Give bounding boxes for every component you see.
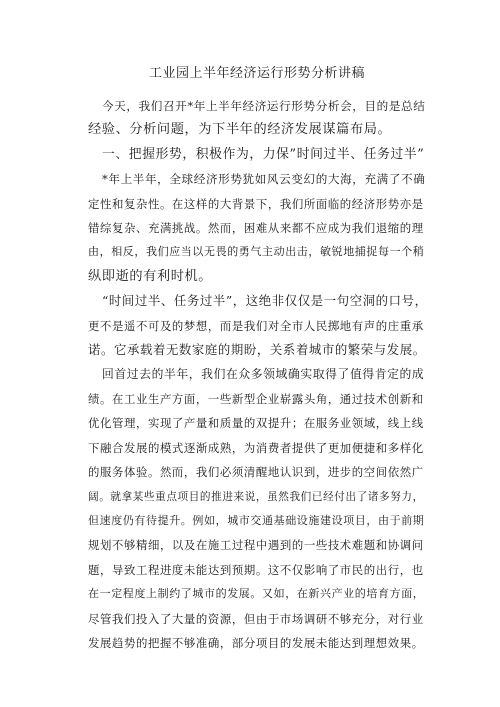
text-line: 下融合发展的模式逐渐成熟，为消费者提供了更加便捷和多样化 (88, 440, 424, 455)
text-line: 尽管我们投入了大量的资源，但由于市场调研不够充分，对行业 (88, 611, 424, 626)
text-line: 规划不够精细，以及在施工过程中遇到的一些技术难题和协调问 (88, 538, 424, 553)
document-title: 工业园上半年经济运行形势分析讲稿 (148, 66, 365, 81)
text-line: 阔。就拿某些重点项目的推进来说，虽然我们已经付出了诸多努力， (88, 490, 424, 503)
paragraph-intro (88, 94, 426, 143)
text-line: 但速度仍有待提升。例如，城市交通基础设施建设项目，由于前期 (88, 513, 425, 527)
text-line: 定性和复杂性。在这样的大背景下，我们所面临的经济形势亦是 (88, 196, 424, 211)
text-line: 在一定程度上制约了城市的发展。又如，在新兴产业的培育方面， (88, 587, 425, 601)
text-line: 绩。在工业生产方面，一些新型企业崭露头角，通过技术创新和 (88, 391, 424, 406)
text-line: 诺。它承载着无数家庭的期盼，关系着城市的繁荣与发展。 (88, 342, 426, 358)
text-line: 经验、分析问题，为下半年的经济发展谋篇布局。 (88, 122, 392, 138)
text-line: 发展趋势的把握不够准确，部分项目的发展未能达到理想效果。 (88, 635, 424, 650)
text-line: *年上半年，全球经济形势犹如风云变幻的大海，充满了不确 (102, 172, 426, 187)
text-line: 优化管理，实现了产量和质量的双提升；在服务业领域，线上线 (88, 416, 424, 431)
text-line: “时间过半、任务过半”，这绝非仅仅是一句空洞的口号， (102, 293, 428, 309)
text-line: 题，导致工程进度未能达到预期。这不仅影响了市民的出行，也 (88, 562, 424, 577)
text-line: 一、把握形势，积极作为，力保”时间过半、任务过半” (102, 146, 425, 162)
text-line: 今天，我们召开*年上半年经济运行形势分析会，目的是总结 (102, 99, 426, 113)
text-line: 的服务体验。然而，我们必须清醒地认识到，进步的空间依然广 (88, 465, 424, 480)
text-line: 错综复杂、充满挑战。然而，困难从来都不应成为我们退缩的理 (88, 221, 424, 236)
paragraph-situation (88, 167, 426, 289)
paragraph-slogan (88, 289, 426, 362)
text-line: 更不是遥不可及的梦想，而是我们对全市人民掷地有声的庄重承 (88, 318, 424, 333)
text-line: 纵即逝的有利时机。 (88, 268, 213, 284)
paragraph-review (88, 362, 426, 655)
section-heading (88, 143, 426, 167)
text-line: 回首过去的半年，我们在众多领域确实取得了值得肯定的成 (102, 367, 425, 382)
text-line: 由，相反，我们应当以无畏的勇气主动出击，敏锐地捕捉每一个稍 (88, 245, 425, 259)
